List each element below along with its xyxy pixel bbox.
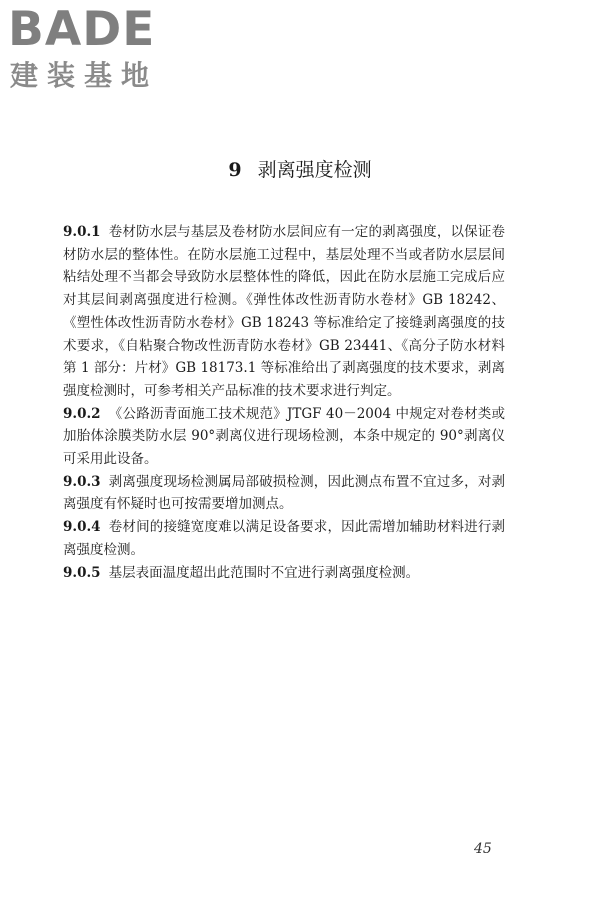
clause-9-0-5 [63,562,505,585]
clause-number: 9.0.1 [63,224,101,240]
clause-text: 《公路沥青面施工技术规范》JTGF 40－2004 中规定对卷材类或加胎体涂膜类防水层 90°剥离仪进行现场检测，本条中规定的 90°剥离仪可采用此设备。 [63,405,505,468]
chapter-title [0,157,600,183]
clause-list [63,221,519,584]
clause-9-0-3 [63,471,505,516]
page-number: 45 [474,841,492,857]
clause-number: 9.0.5 [63,564,101,581]
clause-text: 卷材间的接缝宽度难以满足设备要求，因此需增加辅助材料进行剥离强度检测。 [63,519,505,558]
chapter-title-text: 剥离强度检测 [257,159,372,181]
clause-text: 卷材防水层与基层及卷材防水层间应有一定的剥离强度，以保证卷材防水层的整体性。在防水层施工过程中，基层处理不当或者防水层层间粘结处理不当都会导致防水层整体性的降低，因此在防水层施工完成后应对其层间剥离强度进行检测。《弹性体改性沥青防水卷材》GB 18242、《塑性体改性沥青防水卷材》GB 18243 等标准给定了接缝剥离强度的技术要求，《自粘聚合物改性沥青防水卷材》GB 23441、《高分子防水材料 第 1 部分：片材》GB 18173.1 等标准给出了剥离强度的技术要求，剥离强度检测时，可参考相关产品标准的技术要求进行判定。 [63,224,519,399]
clause-9-0-2 [63,403,505,471]
watermark-tagline: 建装基地 [10,59,159,92]
clause-text: 剥离强度现场检测属局部破损检测，因此测点布置不宜过多，对剥离强度有怀疑时也可按需要增加测点。 [63,473,505,513]
clause-text: 基层表面温度超出此范围时不宜进行剥离强度检测。 [108,564,420,581]
clause-number: 9.0.3 [63,473,101,490]
watermark-brand: BADE [8,2,156,57]
chapter-number: 9 [228,159,242,181]
clause-number: 9.0.2 [63,405,101,422]
clause-number: 9.0.4 [63,519,101,536]
clause-9-0-1 [63,221,519,403]
clause-9-0-4 [63,516,505,561]
watermark-logo [8,2,178,98]
